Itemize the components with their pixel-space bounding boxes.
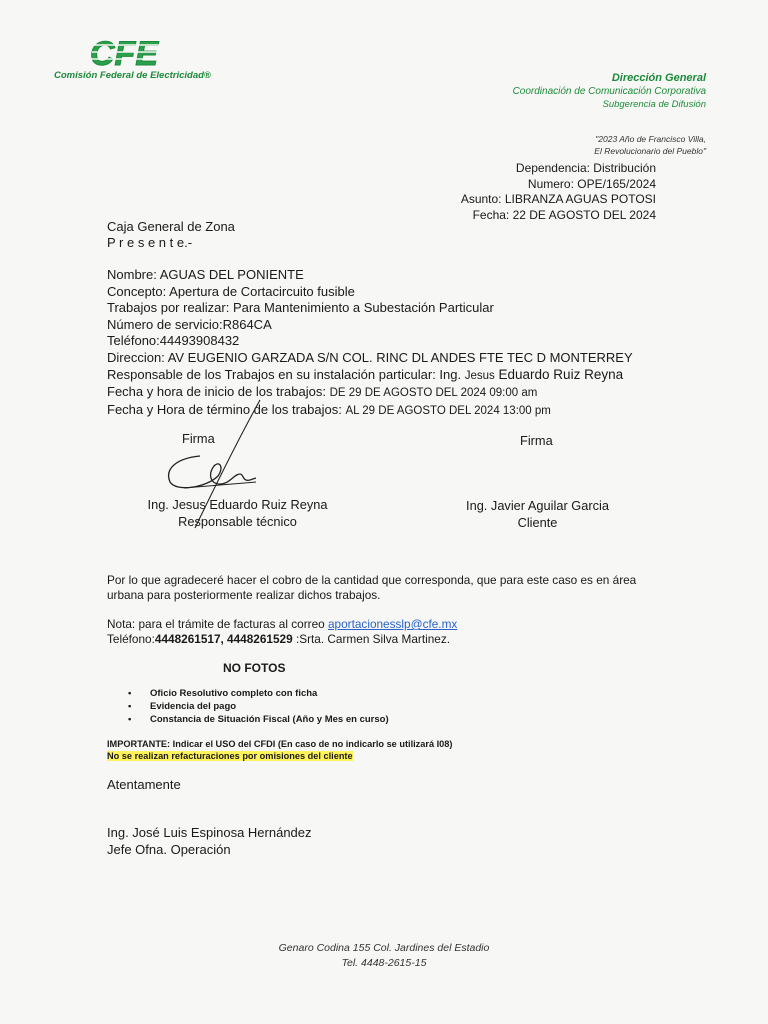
presente: P r e s e n t e.- bbox=[107, 235, 193, 250]
header-direccion: Dirección General bbox=[611, 72, 706, 84]
requirements-list bbox=[124, 688, 389, 726]
firma-label-right: Firma bbox=[520, 433, 553, 448]
closing-paragraph: Por lo que agradeceré hacer el cobro de la cantidad que corresponda, que para este caso es en área urbana para posteriormente realizar dichos trabajos. bbox=[107, 573, 637, 602]
nota-text: Nota: para el trámite de facturas al correo bbox=[107, 617, 328, 631]
motto-line-1: "2023 Año de Francisco Villa, bbox=[595, 134, 706, 144]
detail-direccion: Direccion: AV EUGENIO GARZADA S/N COL. RINC DL ANDES FTE TEC D MONTERREY bbox=[107, 349, 633, 365]
header-subgerencia: Subgerencia de Difusión bbox=[602, 99, 706, 110]
list-item: • Oficio Resolutivo completo con ficha bbox=[124, 688, 389, 701]
signer-left bbox=[140, 497, 335, 530]
detail-responsable bbox=[107, 367, 633, 385]
email-link[interactable]: aportacionesslp@cfe.mx bbox=[327, 617, 458, 631]
inicio-label: Fecha y hora de inicio de los trabajos: bbox=[107, 384, 330, 400]
detail-telefono: Teléfono:44493908432 bbox=[107, 333, 240, 349]
footer-phone: Tel. 4448-2615-15 bbox=[341, 957, 427, 969]
responsable-first-name: Jesus bbox=[464, 369, 495, 382]
meta-fecha: Fecha: 22 DE AGOSTO DEL 2024 bbox=[472, 207, 656, 222]
cfe-logo-mark: CFE bbox=[90, 35, 158, 73]
detail-trabajos: Trabajos por realizar: Para Mantenimiento a Subestación Particular bbox=[107, 300, 494, 316]
nota-line bbox=[107, 617, 457, 632]
signer-right-role: Cliente bbox=[517, 514, 558, 530]
cfe-logo-subtitle: Comisión Federal de Electricidad® bbox=[54, 70, 211, 81]
recipient: Caja General de Zona bbox=[107, 219, 235, 234]
no-fotos-heading: NO FOTOS bbox=[223, 661, 286, 675]
responsable-last-name: Eduardo Ruiz Reyna bbox=[494, 366, 624, 382]
detail-nombre: Nombre: AGUAS DEL PONIENTE bbox=[107, 267, 304, 282]
signer-right-name: Ing. Javier Aguilar Garcia bbox=[466, 498, 609, 513]
firmante-name: Ing. José Luis Espinosa Hernández bbox=[107, 825, 312, 840]
termino-label: Fecha y Hora de término de los trabajos: bbox=[107, 401, 346, 417]
contact-name: :Srta. Carmen Silva Martinez. bbox=[292, 632, 451, 646]
firmante-role: Jefe Ofna. Operación bbox=[107, 841, 231, 857]
document-meta bbox=[461, 161, 656, 223]
termino-value: AL 29 DE AGOSTO DEL 2024 13:00 pm bbox=[345, 404, 551, 417]
list-item: • Constancia de Situación Fiscal (Año y Mes en curso) bbox=[124, 714, 389, 727]
greeting bbox=[107, 219, 235, 251]
footer-address: Genaro Codina 155 Col. Jardines del Estadio bbox=[278, 942, 490, 954]
meta-numero: Numero: OPE/165/2024 bbox=[527, 176, 656, 191]
firmante bbox=[107, 825, 312, 858]
detail-servicio: Número de servicio:R864CA bbox=[107, 316, 272, 332]
highlighted-note: No se realizan refacturaciones por omisiones del cliente bbox=[107, 751, 353, 761]
inicio-value: DE 29 DE AGOSTO DEL 2024 09:00 am bbox=[329, 387, 538, 400]
phone-label: Teléfono: bbox=[107, 632, 155, 646]
signer-left-role: Responsable técnico bbox=[178, 513, 297, 529]
nota-phone-line bbox=[107, 632, 457, 647]
importante-note bbox=[107, 738, 452, 762]
phone-numbers: 4448261517, 4448261529 bbox=[154, 632, 293, 646]
importante-text: IMPORTANTE: Indicar el USO del CFDI (En caso de no indicarlo se utilizará I08) bbox=[107, 739, 453, 749]
meta-asunto: Asunto: LIBRANZA AGUAS POTOSI bbox=[460, 192, 656, 206]
firma-label-left: Firma bbox=[182, 431, 215, 446]
detail-concepto: Concepto: Apertura de Cortacircuito fusible bbox=[107, 283, 355, 299]
header-coordinacion: Coordinación de Comunicación Corporativa bbox=[512, 86, 706, 97]
signer-right bbox=[455, 498, 620, 531]
meta-dependencia: Dependencia: Distribución bbox=[515, 161, 656, 175]
nota-block bbox=[107, 617, 457, 647]
motto-line-2: El Revolucionario del Pueblo" bbox=[594, 146, 706, 156]
responsable-label: Responsable de los Trabajos en su instalación particular: Ing. bbox=[107, 366, 465, 382]
year-motto bbox=[594, 133, 706, 157]
atentamente: Atentamente bbox=[107, 777, 181, 792]
footer bbox=[0, 941, 768, 971]
list-item: • Evidencia del pago bbox=[124, 701, 389, 714]
signer-left-name: Ing. Jesus Eduardo Ruiz Reyna bbox=[147, 497, 328, 512]
